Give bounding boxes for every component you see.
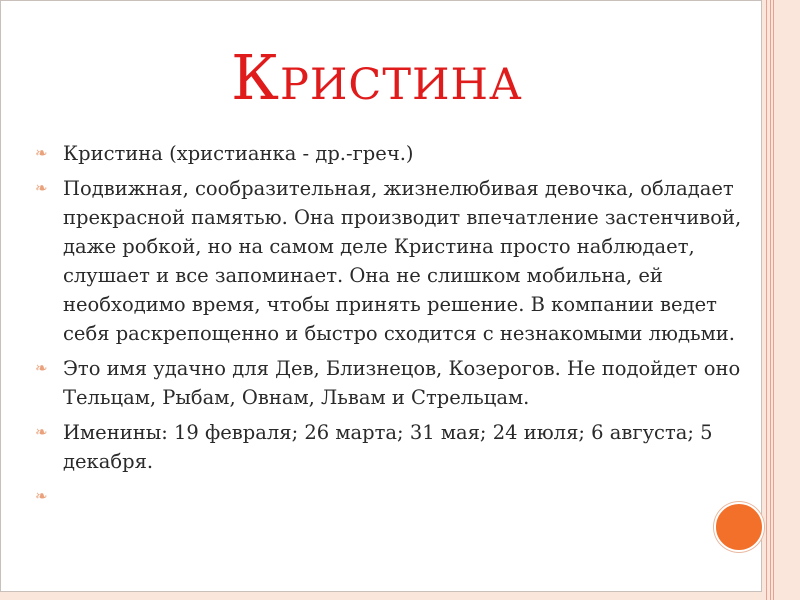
bullet-list: [35, 139, 757, 505]
decorative-circle-icon: [714, 502, 764, 552]
bullet-icon: ❧: [35, 359, 48, 377]
list-item-text: Именины: 19 февраля; 26 марта; 31 мая; 24 июля; 6 августа; 5 декабря.: [63, 421, 713, 473]
decorative-rule-line: [770, 0, 771, 600]
bullet-icon: ❧: [35, 179, 48, 197]
list-item: [35, 418, 757, 476]
slide-title: Кристина: [231, 41, 523, 114]
bullet-icon: ❧: [35, 487, 48, 505]
bullet-icon: ❧: [35, 144, 48, 162]
list-item: [35, 139, 757, 168]
list-item-text: Это имя удачно для Дев, Близнецов, Козерогов. Не подойдет оно Тельцам, Рыбам, Овнам, Львам и Стрельцам.: [63, 357, 741, 409]
bullet-icon: ❧: [35, 423, 48, 441]
decorative-rule-line: [773, 0, 774, 600]
list-item-text: Кристина (христианка - др.-греч.): [63, 142, 414, 165]
list-item: [35, 174, 757, 348]
list-item-text: Подвижная, сообразительная, жизнелюбивая девочка, обладает прекрасной памятью. Она производит впечатление застенчивой, даже робкой, но на самом деле Кристина просто наблюдает, слушает и все запоминает. Она не слишком мобильна, ей необходимо время, чтобы принять решение. В компании ведет себя раскрепощенно и быстро сходится с незнакомыми людьми.: [63, 177, 742, 345]
list-item: [35, 354, 757, 412]
decorative-rule-line: [766, 0, 767, 600]
